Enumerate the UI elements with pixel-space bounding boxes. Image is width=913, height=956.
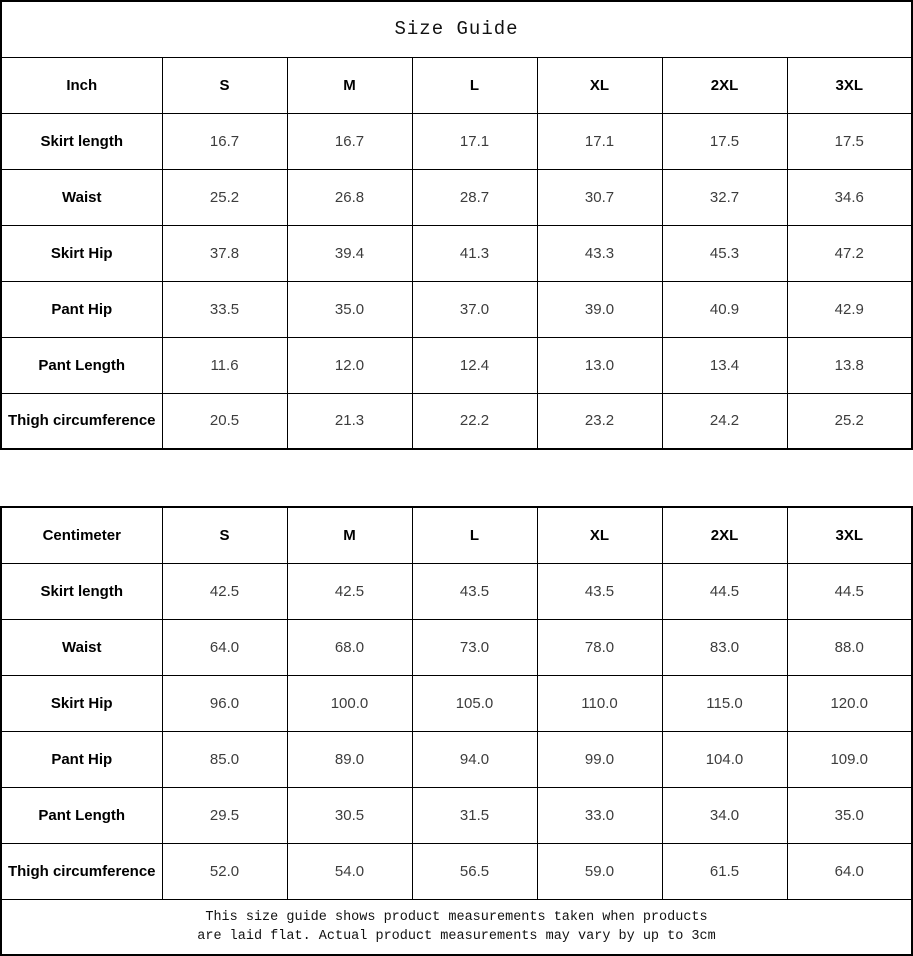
measurement-value: 99.0 <box>537 731 662 787</box>
measurement-value: 11.6 <box>162 337 287 393</box>
size-column-header: XL <box>537 507 662 563</box>
measurement-label: Thigh circumference <box>1 843 162 899</box>
measurement-value: 40.9 <box>662 281 787 337</box>
measurement-row <box>1 393 912 449</box>
measurement-value: 16.7 <box>287 113 412 169</box>
measurement-value: 26.8 <box>287 169 412 225</box>
measurement-value: 17.1 <box>412 113 537 169</box>
measurement-label: Pant Length <box>1 337 162 393</box>
measurement-label: Skirt Hip <box>1 225 162 281</box>
measurement-row <box>1 281 912 337</box>
measurement-label: Thigh circumference <box>1 393 162 449</box>
measurement-row <box>1 787 912 843</box>
measurement-row <box>1 337 912 393</box>
measurement-label: Skirt Hip <box>1 675 162 731</box>
measurement-value: 13.0 <box>537 337 662 393</box>
measurement-value: 29.5 <box>162 787 287 843</box>
measurement-value: 110.0 <box>537 675 662 731</box>
measurement-value: 32.7 <box>662 169 787 225</box>
measurement-value: 88.0 <box>787 619 912 675</box>
size-table-centimeter <box>0 506 913 956</box>
measurement-value: 73.0 <box>412 619 537 675</box>
measurement-value: 37.0 <box>412 281 537 337</box>
measurement-label: Pant Hip <box>1 281 162 337</box>
measurement-value: 33.0 <box>537 787 662 843</box>
size-column-header: M <box>287 507 412 563</box>
measurement-value: 45.3 <box>662 225 787 281</box>
measurement-value: 31.5 <box>412 787 537 843</box>
measurement-value: 24.2 <box>662 393 787 449</box>
measurement-value: 43.5 <box>537 563 662 619</box>
measurement-label: Pant Hip <box>1 731 162 787</box>
size-column-header: S <box>162 507 287 563</box>
centimeter-table-body <box>1 507 912 899</box>
measurement-value: 44.5 <box>787 563 912 619</box>
size-column-header: 3XL <box>787 57 912 113</box>
size-header-row <box>1 507 912 563</box>
size-column-header: L <box>412 57 537 113</box>
footer-note <box>1 899 912 955</box>
unit-label: Centimeter <box>1 507 162 563</box>
measurement-value: 30.7 <box>537 169 662 225</box>
size-column-header: L <box>412 507 537 563</box>
size-column-header: 3XL <box>787 507 912 563</box>
measurement-value: 59.0 <box>537 843 662 899</box>
measurement-row <box>1 563 912 619</box>
footer-row <box>1 899 912 955</box>
measurement-label: Skirt length <box>1 113 162 169</box>
measurement-value: 61.5 <box>662 843 787 899</box>
measurement-value: 41.3 <box>412 225 537 281</box>
measurement-value: 115.0 <box>662 675 787 731</box>
measurement-row <box>1 731 912 787</box>
measurement-row <box>1 619 912 675</box>
size-table-inch <box>0 0 913 450</box>
measurement-value: 89.0 <box>287 731 412 787</box>
measurement-value: 30.5 <box>287 787 412 843</box>
measurement-value: 13.8 <box>787 337 912 393</box>
measurement-value: 33.5 <box>162 281 287 337</box>
measurement-value: 52.0 <box>162 843 287 899</box>
measurement-value: 94.0 <box>412 731 537 787</box>
measurement-value: 100.0 <box>287 675 412 731</box>
title-row <box>1 1 912 57</box>
measurement-value: 83.0 <box>662 619 787 675</box>
unit-label: Inch <box>1 57 162 113</box>
footer-note-line2: are laid flat. Actual product measurements may vary by up to 3cm <box>197 928 716 944</box>
measurement-value: 39.4 <box>287 225 412 281</box>
measurement-value: 16.7 <box>162 113 287 169</box>
inch-table-body <box>1 57 912 449</box>
size-column-header: M <box>287 57 412 113</box>
measurement-value: 25.2 <box>787 393 912 449</box>
size-column-header: 2XL <box>662 507 787 563</box>
measurement-value: 96.0 <box>162 675 287 731</box>
measurement-value: 17.5 <box>787 113 912 169</box>
measurement-value: 64.0 <box>787 843 912 899</box>
measurement-value: 42.9 <box>787 281 912 337</box>
size-column-header: XL <box>537 57 662 113</box>
measurement-value: 44.5 <box>662 563 787 619</box>
measurement-row <box>1 113 912 169</box>
measurement-value: 20.5 <box>162 393 287 449</box>
measurement-value: 25.2 <box>162 169 287 225</box>
measurement-value: 104.0 <box>662 731 787 787</box>
measurement-value: 22.2 <box>412 393 537 449</box>
measurement-value: 78.0 <box>537 619 662 675</box>
measurement-value: 23.2 <box>537 393 662 449</box>
measurement-row <box>1 169 912 225</box>
measurement-value: 43.5 <box>412 563 537 619</box>
measurement-row <box>1 225 912 281</box>
measurement-value: 120.0 <box>787 675 912 731</box>
size-column-header: 2XL <box>662 57 787 113</box>
measurement-value: 47.2 <box>787 225 912 281</box>
measurement-label: Pant Length <box>1 787 162 843</box>
footer-note-line1: This size guide shows product measurements taken when products <box>205 909 708 925</box>
measurement-value: 39.0 <box>537 281 662 337</box>
measurement-value: 42.5 <box>162 563 287 619</box>
measurement-value: 109.0 <box>787 731 912 787</box>
measurement-value: 34.0 <box>662 787 787 843</box>
size-header-row <box>1 57 912 113</box>
measurement-value: 34.6 <box>787 169 912 225</box>
measurement-value: 28.7 <box>412 169 537 225</box>
measurement-value: 43.3 <box>537 225 662 281</box>
page-title: Size Guide <box>1 1 912 57</box>
measurement-value: 12.0 <box>287 337 412 393</box>
measurement-value: 17.5 <box>662 113 787 169</box>
measurement-value: 37.8 <box>162 225 287 281</box>
measurement-value: 85.0 <box>162 731 287 787</box>
measurement-value: 17.1 <box>537 113 662 169</box>
measurement-label: Waist <box>1 169 162 225</box>
measurement-value: 35.0 <box>787 787 912 843</box>
measurement-value: 12.4 <box>412 337 537 393</box>
measurement-label: Waist <box>1 619 162 675</box>
measurement-row <box>1 675 912 731</box>
measurement-value: 54.0 <box>287 843 412 899</box>
measurement-value: 13.4 <box>662 337 787 393</box>
measurement-value: 64.0 <box>162 619 287 675</box>
size-column-header: S <box>162 57 287 113</box>
measurement-value: 105.0 <box>412 675 537 731</box>
measurement-value: 68.0 <box>287 619 412 675</box>
measurement-row <box>1 843 912 899</box>
table-gap <box>0 450 913 506</box>
measurement-value: 21.3 <box>287 393 412 449</box>
measurement-value: 42.5 <box>287 563 412 619</box>
measurement-value: 35.0 <box>287 281 412 337</box>
measurement-value: 56.5 <box>412 843 537 899</box>
measurement-label: Skirt length <box>1 563 162 619</box>
